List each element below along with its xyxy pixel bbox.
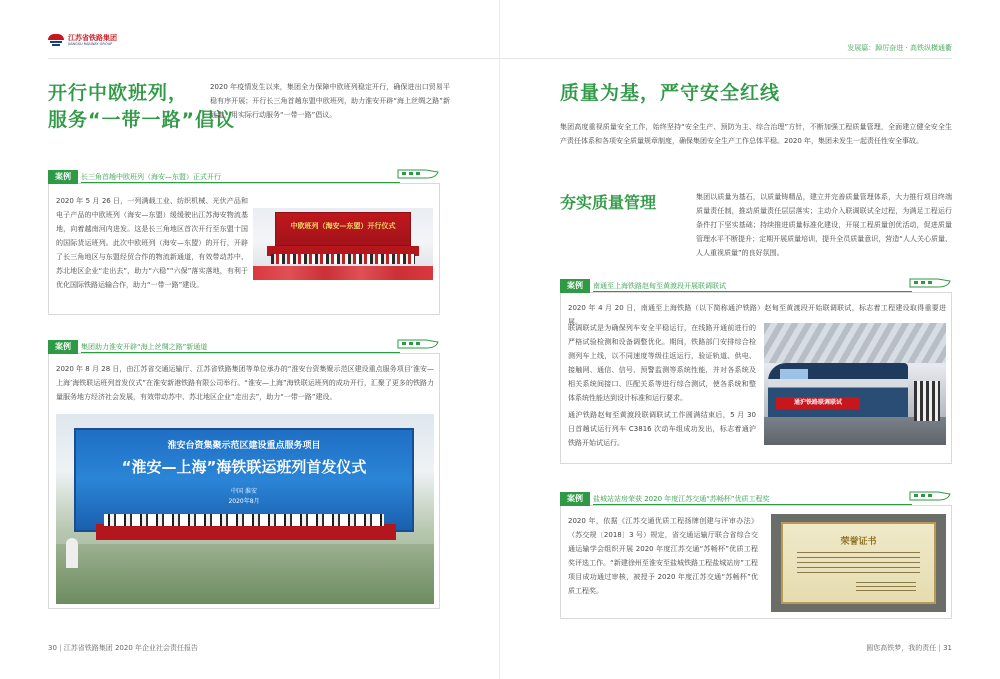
page-number: 30 [48, 644, 57, 652]
case-text-bottom: 通沪铁路赵甸至黄渡段联调联试工作圆满结束后，5 月 30 日首趟试运行列车 C3816 次动车组成功发出，标志着通沪铁路开始试运行。 [568, 411, 756, 447]
case-header [48, 340, 440, 354]
red-balloons [253, 266, 433, 280]
platform [764, 417, 946, 445]
train-photo [764, 323, 946, 445]
page-number: 31 [943, 644, 952, 652]
crowd [271, 254, 415, 264]
right-footer: 圆您高铁梦，我的责任 | 31 [866, 644, 952, 652]
train-icon [396, 166, 440, 182]
case-header [560, 492, 952, 506]
right-section-title: 质量为基，严守安全红线 [560, 82, 781, 104]
stage-backdrop [275, 212, 411, 246]
case-title: 盐城站站房荣获 2020 年度江苏交通“苏畅杯”优质工程奖 [593, 495, 770, 503]
case-title: 长三角首趟中欧班列（海安—东盟）正式开行 [81, 173, 221, 181]
station-canopy [764, 323, 946, 363]
case-card-1 [48, 172, 440, 315]
banner-text: 中欧班列（海安—东盟）开行仪式 [290, 222, 396, 230]
logo-icon [48, 34, 64, 48]
case-card-2 [48, 342, 440, 609]
train-icon [908, 275, 952, 291]
case-card-4 [560, 494, 952, 619]
locomotive [768, 363, 908, 417]
company-logo [48, 34, 117, 48]
subsection-title: 夯实质量管理 [560, 193, 657, 212]
right-page [500, 0, 1000, 679]
left-intro: 2020 年疫情发生以来，集团全力保障中欧班列稳定开行，确保进出口贸易平稳有序开展；开行长三角首趟东盟中欧班列，助力淮安开辟“海上丝绸之路”新通道，用实际行动服务“一带一路”倡议。 [210, 83, 450, 119]
certificate-title: 荣誉证书 [840, 537, 877, 547]
header-divider [500, 58, 952, 59]
footer-slogan: 圆您高铁梦，我的责任 [866, 644, 937, 652]
subsection-text: 集团以质量为基石，以质量铸精品，建立并完善质量管理体系，大力推行项目终端质量责任制，推动质量责任层层落实；主动介入联调联试全过程，为满足工程运行条件打下坚实基础；持续推进质量标准化建设，开展工程质量创优活动，促进质量管理水平不断提升；定期开展质量培训，提升全员质量意识，营造“人人关心质量、人人重视质量”的良好氛围。 [696, 193, 952, 257]
officials-row [104, 514, 384, 526]
case-text: 2020 年，依据《江苏交通优质工程扬牌创建与评审办法》（苏交规〔2018〕3 号）规定，省交通运输厅联合省综合交通运输学会组织开展 2020 年度江苏交通“苏畅杯”优质工程奖评选工作。“新建徐州至淮安至盐城铁路工程盐城站房”工程项目成功通过审核，被授予 2020 年度江苏交通“苏畅杯”优质工程奖。 [568, 517, 758, 595]
certificate-body [797, 552, 920, 576]
case-text-top: 2020 年 4 月 20 日，南通至上海铁路（以下简称通沪铁路）赵甸至黄渡段开始联调联试，标志着工程建设取得重要进展。 [568, 304, 946, 326]
blue-backdrop: 淮安台资集聚示范区建设重点服务项目 “淮安—上海”海铁联运班列首发仪式 中国 淮安 2020年8月 [74, 428, 414, 532]
case-text-mid: 联调联试是为确保列车安全平稳运行，在线路开通前进行的严格试验检测和设备调整优化。期间，铁路部门安排综合检测列车上线，以不同速度等级往返运行，验证轨道、供电、接触网、通信、信号、预警监测等系统性能，并对各系统及相关系统间接口、匹配关系等进行综合测试，使各系统和整体系统性能达到设计标准和运行要求。 [568, 324, 756, 402]
people [914, 381, 940, 421]
right-intro: 集团高度重视质量安全工作，始终坚持“安全生产、预防为主、综合治理”方针，不断加强工程质量管理，全面建立健全安全生产责任体系和各项安全质量规章制度，确保集团安全生产工作总体平稳。2020 年，集团未发生一起责任性安全事故。 [560, 123, 952, 145]
header-divider [48, 58, 500, 59]
case-card-3 [560, 281, 952, 464]
case-tag: 案例 [560, 492, 590, 506]
left-footer: 30 | 江苏省铁路集团 2020 年企业社会责任报告 [48, 644, 199, 652]
title-line-1: 开行中欧班列， [48, 82, 189, 104]
case-title: 集团助力淮安开辟“海上丝绸之路”新通道 [81, 343, 208, 351]
logo-name: 江苏省铁路集团 [68, 34, 117, 43]
case-header [48, 170, 440, 184]
certificate [781, 522, 936, 604]
train-icon [908, 488, 952, 504]
ceremony-photo-1 [253, 208, 433, 280]
case-text: 2020 年 8 月 28 日，由江苏省交通运输厅、江苏省铁路集团等单位承办的“淮安台资集聚示范区建设重点服务项目‘淮安—上海’海铁联运班列首发仪式”在淮安新港铁路有限公司举行。“淮安—上海”海铁联运班列的成功开行，汇聚了更多的铁路力量服务地方经济社会发展，有效带动苏中、苏北地区企业“走出去”，助力“一带一路”建设。 [56, 365, 434, 401]
ceremony-photo-2 [56, 414, 434, 604]
train-icon [396, 336, 440, 352]
case-header [560, 279, 952, 293]
left-section-title [48, 80, 235, 134]
title-line-2: 服务“一带一路”倡议 [48, 109, 235, 131]
ground [56, 544, 434, 604]
section-breadcrumb: 发展篇：踔厉奋进 · 高铁纵横通衢 [847, 44, 952, 52]
report-name: 江苏省铁路集团 2020 年企业社会责任报告 [63, 644, 199, 652]
certificate-photo [771, 514, 946, 612]
case-title: 南通至上海铁路赵甸至黄渡段开展联调联试 [593, 282, 726, 290]
case-tag: 案例 [560, 279, 590, 293]
case-text: 2020 年 5 月 26 日，一列满载工业、纺织机械、光伏产品和电子产品的中欧班列（海安—东盟）缓缓驶出江苏海安物流基地，向着越南河内进发。这是长三角地区首次开行至东盟十国的国际货运班列。此次中欧班列（海安—东盟）的开行，开辟了长三角地区与东盟经贸合作的物流新通道，有效带动苏中、苏北地区企业“走出去”，助力“六稳”“六保”落实落地，有利于优化国际铁路运输合作，助力“一带一路”建设。 [56, 197, 248, 289]
ceremony-table [96, 524, 396, 540]
case-tag: 案例 [48, 170, 78, 184]
logo-english: JIANGSU RAILWAY GROUP [68, 42, 113, 47]
case-tag: 案例 [48, 340, 78, 354]
train-sign: 通沪铁路联调联试 [776, 397, 860, 409]
